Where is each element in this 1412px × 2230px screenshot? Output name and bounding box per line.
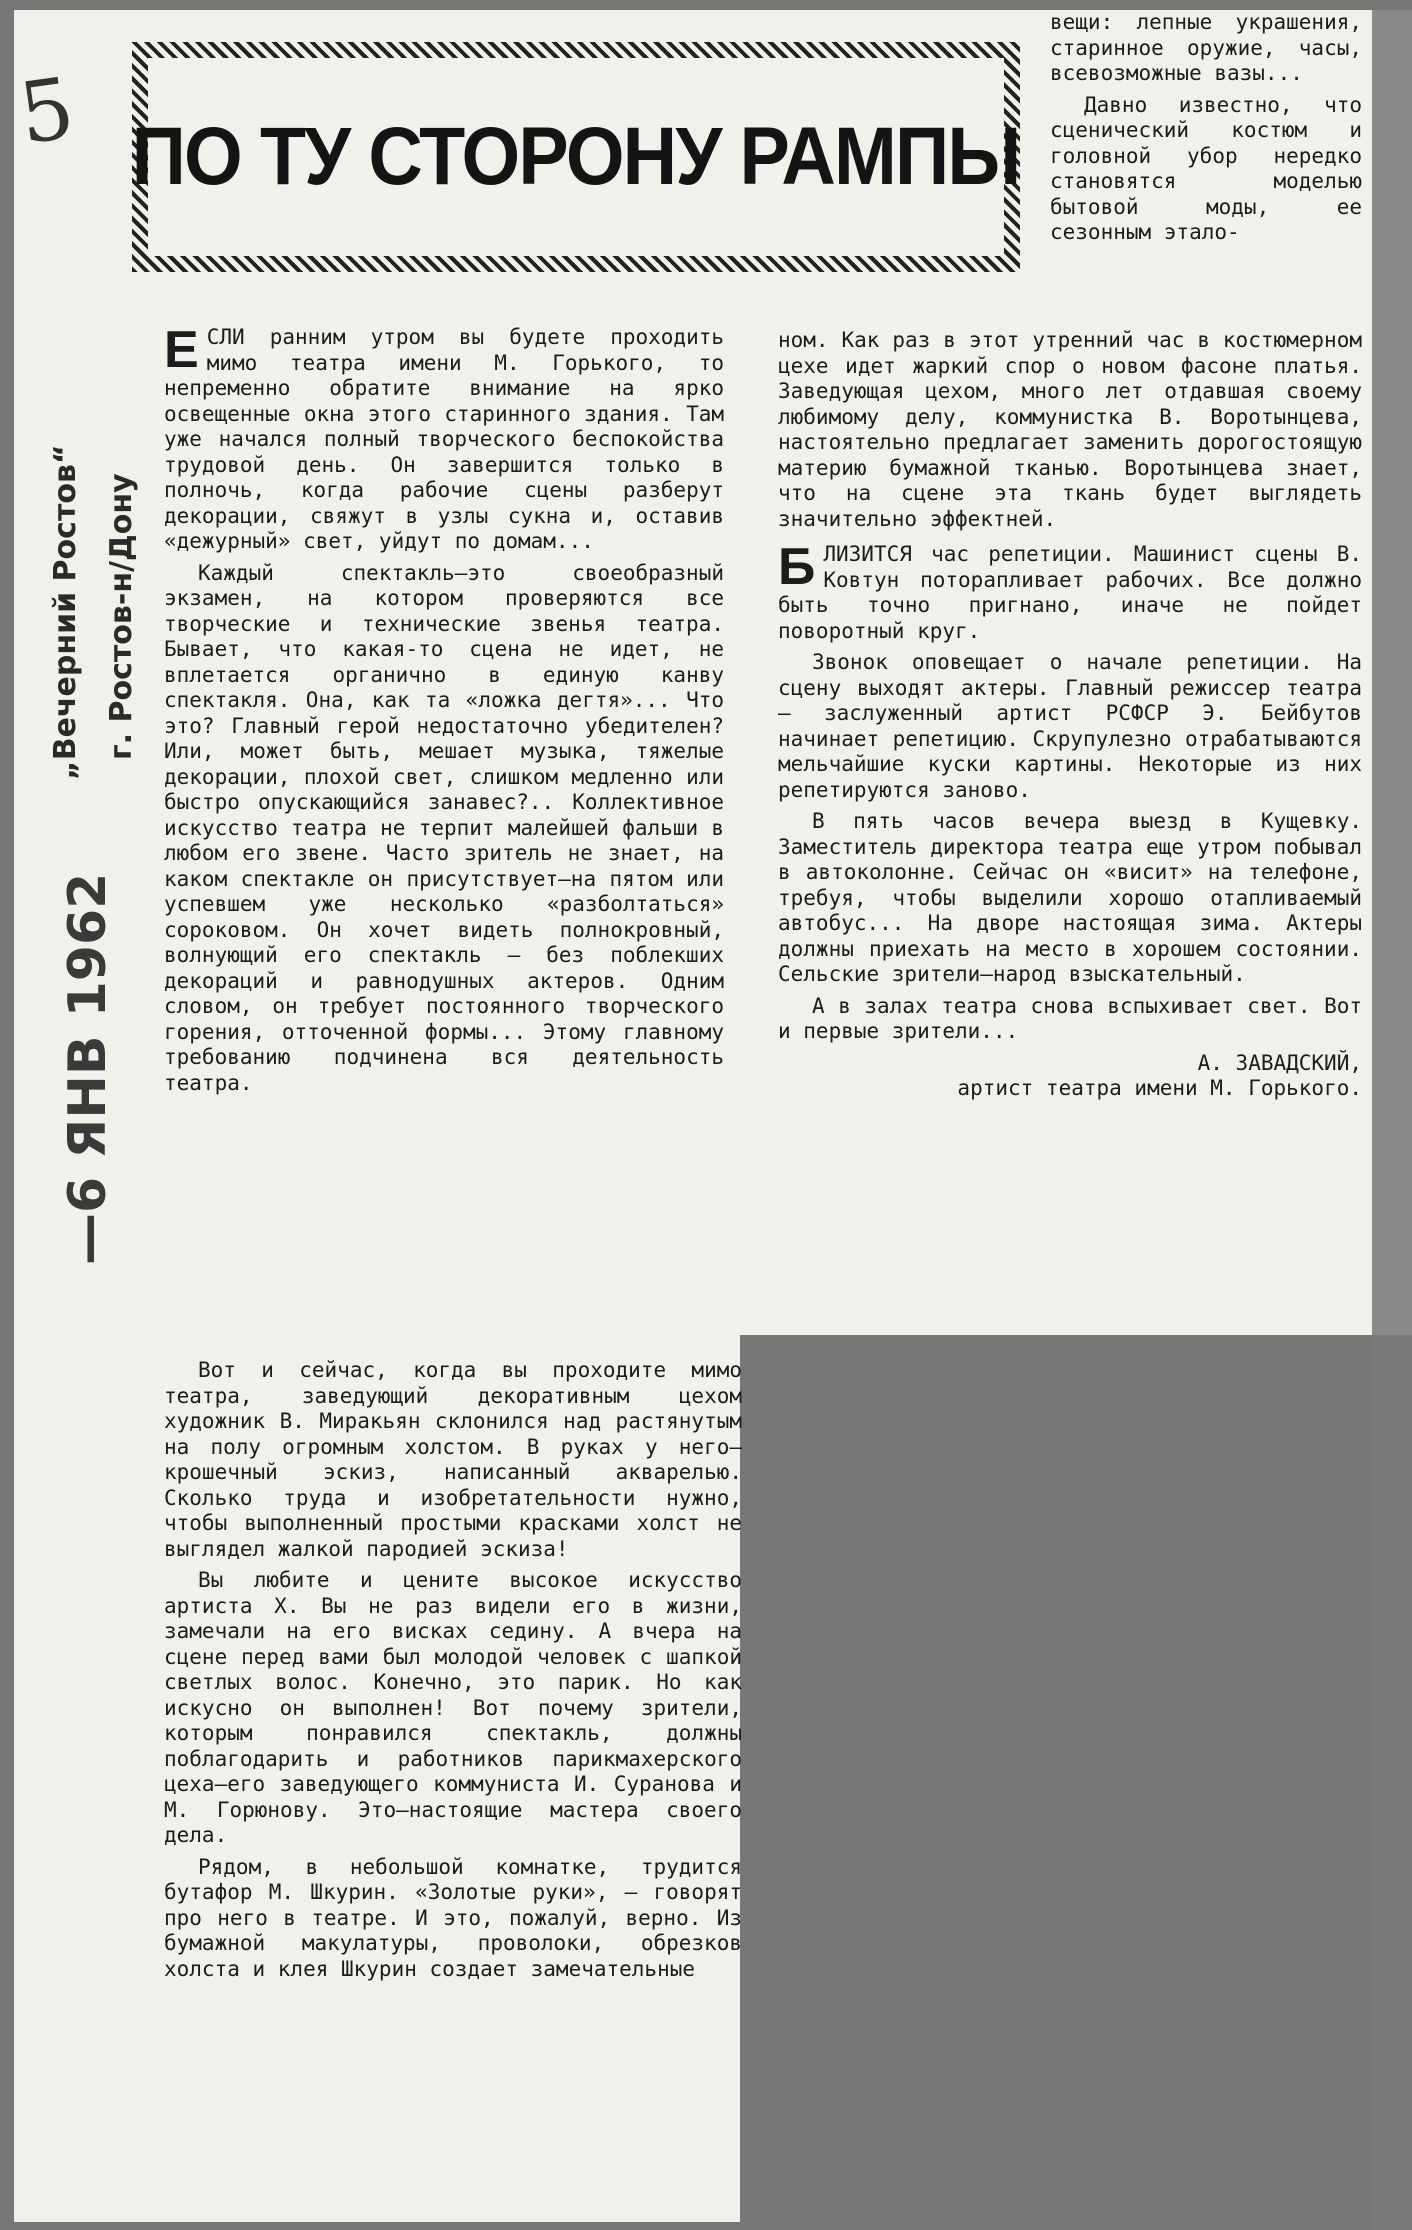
headline-frame <box>132 42 1020 272</box>
paragraph: Звонок оповещает о начале репетиции. На сцену выходят актеры. Главный режиссер театра — заслуженный артист РСФСР Э. Бейбутов начинает репетицию. Скрупулезно отрабатываются мельчайшие куски картины. Некоторые из них репетируются заново. <box>778 650 1362 802</box>
newspaper-stamp: „Вечерний Ростов“ <box>48 444 83 780</box>
column-right-main <box>778 328 1362 1102</box>
drop-cap: Е <box>164 321 199 379</box>
column-left-top <box>164 321 724 1102</box>
paragraph: Давно известно, что сценический костюм и головной убор нередко становятся моделью бытовой моды, ее сезонным этало- <box>1050 92 1362 244</box>
column-right-top <box>1050 10 1362 252</box>
lead-text: СЛИ ранним утром вы будете проходить мимо театра имени М. Горького, то непременно обратите внимание на ярко освещенные окна этого старинного здания. Там уже начался полный творческого беспокойства трудовой день. Он завершится только в полночь, когда рабочие сцены разберут декорации, свяжут в узлы сукна и, оставив «дежурный» свет, уйдут по домам... <box>164 325 724 553</box>
date-stamp: —6 ЯНВ 1962 <box>58 872 118 1265</box>
city-stamp: г. Ростов-н/Дону <box>104 473 139 760</box>
paragraph: А в залах театра снова вспыхивает свет. Вот и первые зрители... <box>778 993 1362 1043</box>
lead-paragraph <box>164 321 724 555</box>
paragraph: Каждый спектакль—это своеобразный экзамен, на котором проверяются все творческие и технические звенья театра. Бывает, что какая-то сцена не идет, не вплетается органично в единую канву спектакля. Она, как та «ложка дегтя»... Что это? Главный герой недостаточно убедителен? Или, может быть, мешает музыка, тяжелые декорации, плохой свет, слишком медленно или быстро опускающийся занавес?.. Коллективное искусство театра не терпит малейшей фальши в любом его звене. Часто зритель не знает, на каком спектакле он присутствует—на пятом или успевшем уже несколько «разболтаться» сороковом. Он хочет видеть полнокровный, волнующий его спектакль — без поблекших декораций и равнодушных актеров. Одним словом, он требует постоянного творческого горения, отточенной формы... Этому главному требованию подчинена вся деятельность театра. <box>164 560 724 1095</box>
section-paragraph <box>778 538 1362 644</box>
paragraph: Вот и сейчас, когда вы проходите мимо театра, заведующий декоративным цехом художник В. Миракьян склонился над растянутым на полу огромным холстом. В руках у него—крошечный эскиз, написанный акварелью. Сколько труда и изобретательности нужно, чтобы выполненный простыми красками холст не выглядел жалкой пародией эскиза! <box>164 1358 742 1561</box>
handwritten-page-number: 5 <box>13 58 81 164</box>
paragraph: вещи: лепные украшения, старинное оружие, часы, всевозможные вазы... <box>1050 10 1362 85</box>
article-headline: ПО ТУ СТОРОНУ РАМПЫ <box>132 111 1020 202</box>
author-signature: А. ЗАВАДСКИЙ, <box>1197 1050 1362 1075</box>
background-edge <box>1372 1335 1412 2230</box>
clipping-edge <box>1372 10 1412 1335</box>
section-text: ЛИЗИТСЯ час репетиции. Машинист сцены В. Ковтун поторапливает рабочих. Все должно быть точно пригнано, иначе не пойдет поворотный круг. <box>778 542 1362 643</box>
paragraph: В пять часов вечера выезд в Кущевку. Заместитель директора театра еще утром побывал в автоколонне. Сейчас он «висит» на телефоне, требуя, чтобы выделили хорошо отапливаемый автобус... На дворе настоящая зима. Актеры должны приехать на место в хорошем состоянии. Сельские зрители—народ взыскательный. <box>778 809 1362 986</box>
paragraph: ном. Как раз в этот утренний час в костюмерном цехе идет жаркий спор о новом фасоне платья. Заведующая цехом, много лет отдавшая своему любимому делу, коммунистка В. Воротынцева, настоятельно предлагает заменить дорогостоящую материю бумажной тканью. Воротынцева знает, что на сцене эта ткань будет выглядеть значительно эффектней. <box>778 328 1362 531</box>
author-role: артист театра имени М. Горького. <box>957 1076 1362 1100</box>
drop-cap: Б <box>778 538 816 596</box>
paragraph: Рядом, в небольшой комнатке, трудится бутафор М. Шкурин. «Золотые руки», — говорят про него в театре. И это, пожалуй, верно. Из бумажной макулатуры, проволоки, обрезков холста и клея Шкурин создает замечательные <box>164 1854 742 1981</box>
column-left-bottom <box>164 1358 742 1988</box>
paragraph: Вы любите и цените высокое искусство артиста Х. Вы не раз видели его в жизни, замечали на его висках седину. А вчера на сцене перед вами был молодой человек с шапкой светлых волос. Конечно, это парик. Но как искусно он выполнен! Вот почему зрители, которым понравился спектакль, должны поблагодарить и работников парикмахерского цеха—его заведующего коммуниста И. Суранова и М. Горюнову. Это—настоящие мастера своего дела. <box>164 1568 742 1847</box>
